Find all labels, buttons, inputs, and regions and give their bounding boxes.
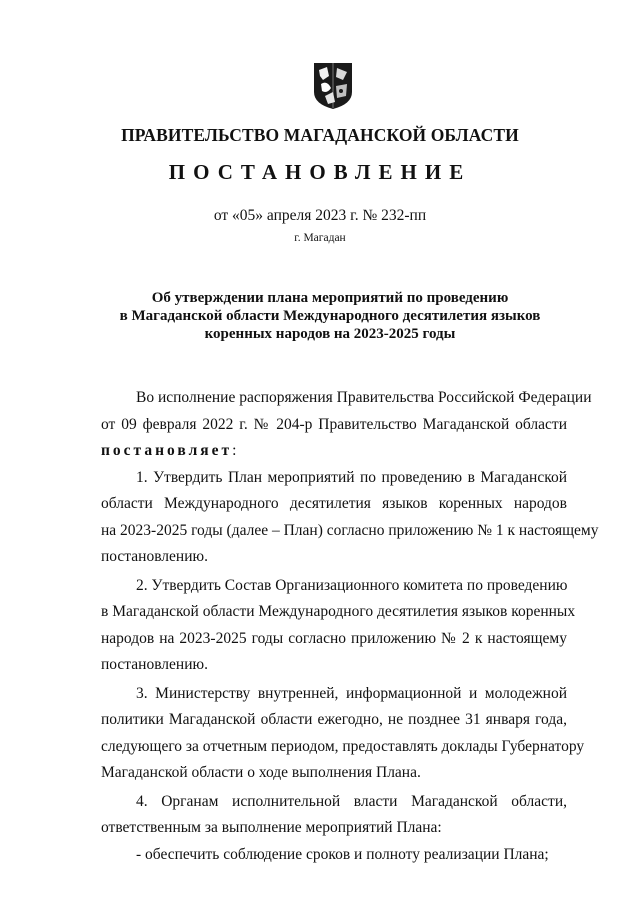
body-line: ответственным за выполнение мероприятий Плана: (101, 819, 442, 836)
body-line: области Международного десятилетия языков коренных народов (101, 495, 567, 512)
item-4 (101, 789, 567, 869)
subject-line: Об утверждении плана мероприятий по проведению (151, 290, 509, 306)
body-line: от 09 февраля 2022 г. № 204-р Правительство Магаданской области (101, 415, 567, 433)
body-line: 4. Органам исполнительной власти Магаданской области, (136, 792, 567, 810)
government-title: ПРАВИТЕЛЬСТВО МАГАДАНСКОЙ ОБЛАСТИ (121, 125, 519, 145)
body-line: 3. Министерству внутренней, информационной и молодежной (136, 684, 567, 702)
body-line: народов на 2023-2025 годы согласно приложению № 2 к настоящему (101, 629, 567, 647)
body-line: 2. Утвердить Состав Организационного комитета по проведению (136, 576, 568, 594)
body-line: в Магаданской области Международного десятилетия языков коренных (101, 603, 576, 620)
body-line: Во исполнение распоряжения Правительства Российской Федерации (136, 389, 592, 406)
document-type: ПОСТАНОВЛЕНИЕ (168, 160, 472, 184)
body-line: постановлению. (101, 656, 208, 673)
document-body (101, 385, 599, 868)
preamble (101, 385, 592, 465)
item-3 (101, 681, 585, 787)
bullet-line: - обеспечить соблюдение сроков и полноту реализации Плана; (136, 845, 549, 863)
document-date-number: от «05» апреля 2023 г. № 232-пп (213, 207, 427, 224)
item-1 (101, 465, 599, 571)
body-line: постановлению. (101, 548, 208, 565)
item-2 (101, 573, 576, 679)
document-city: г. Магадан (294, 232, 346, 244)
decree-colon: : (232, 442, 237, 459)
coat-of-arms-icon (313, 62, 353, 110)
body-line: на 2023-2025 годы (далее – План) согласно приложению № 1 к настоящему (101, 521, 599, 539)
subject-line: в Магаданской области Международного десятилетия языков (119, 308, 541, 324)
subject-line: коренных народов на 2023-2025 годы (204, 326, 456, 342)
decree-word: постановляет (101, 442, 233, 459)
body-line: Магаданской области о ходе выполнения Плана. (101, 764, 421, 781)
body-line: политики Магаданской области ежегодно, не позднее 31 января года, (101, 711, 567, 728)
decree-line (101, 438, 567, 465)
body-line: 1. Утвердить План мероприятий по проведению в Магаданской (136, 468, 567, 486)
document-subject (80, 289, 580, 343)
body-line: следующего за отчетным периодом, предоставлять доклады Губернатору (101, 737, 585, 755)
